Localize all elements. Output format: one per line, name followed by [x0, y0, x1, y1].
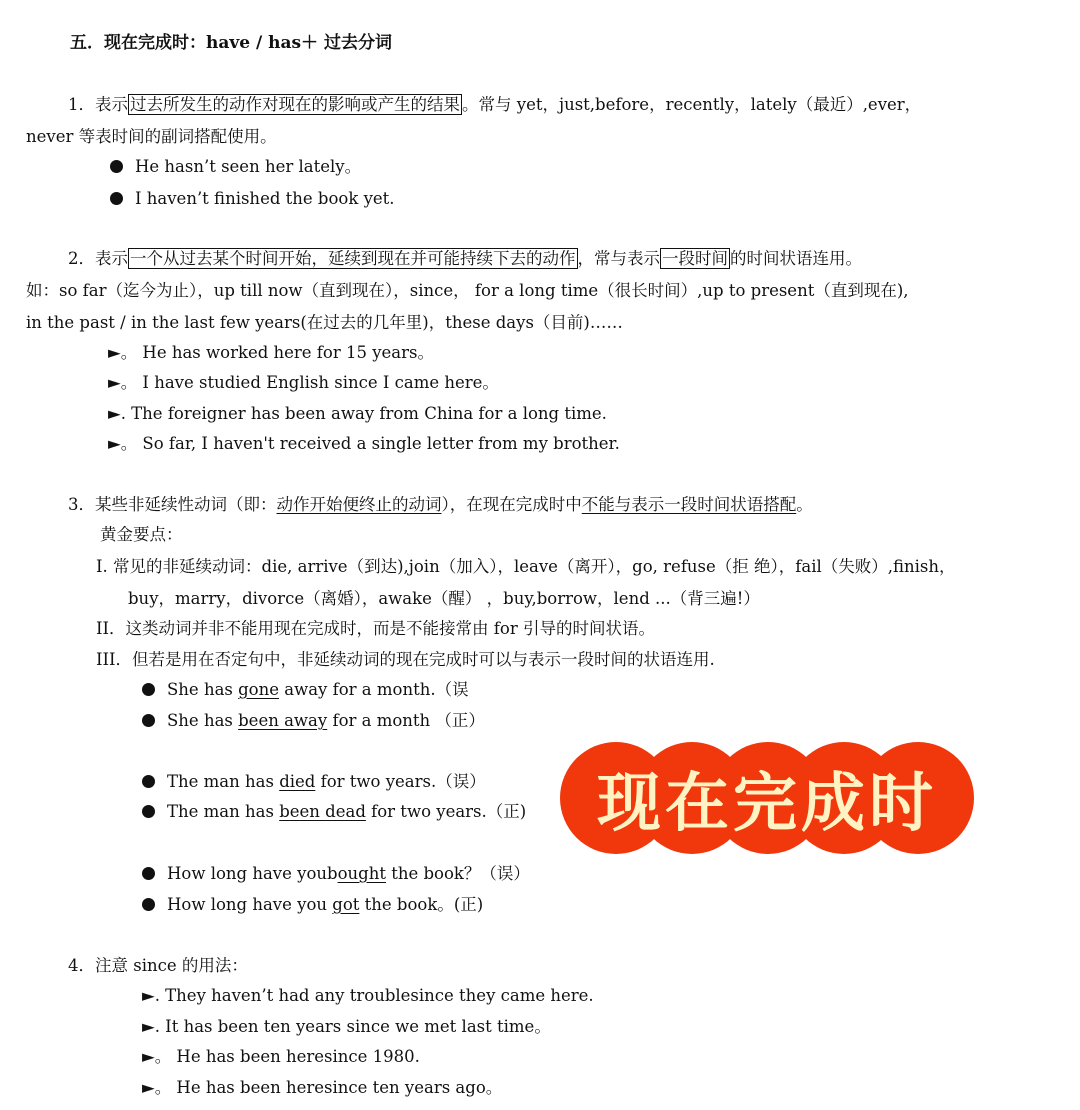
bullet-icon — [142, 898, 155, 911]
bullet-icon — [142, 775, 155, 788]
s2-example-1: ►。 He has worked here for 15 years。 — [108, 343, 435, 362]
s2-line3: in the past / in the last few years(在过去的几年里)，these days（目前)…… — [26, 313, 623, 332]
s3-example-5: How long have youbought the book？（误） — [142, 863, 530, 885]
s3-example-2: She has been away for a month （正） — [142, 710, 485, 732]
s4-title: 4．注意 since 的用法： — [68, 956, 248, 975]
s2-example-3: ►. The foreigner has been away from China for a long time. — [108, 404, 607, 423]
badge-text: 现在完成时 — [597, 767, 937, 841]
s3-example-3: The man has died for two years.（误） — [142, 771, 486, 793]
s3-example-6: How long have you got the book。(正) — [142, 894, 483, 916]
s3-gold-label: 黄金要点： — [100, 525, 183, 544]
bullet-icon — [110, 192, 123, 205]
s3-point-2: II．这类动词并非不能用现在完成时，而是不能接常由 for 引导的时间状语。 — [96, 619, 655, 638]
s1-example-2: I haven’t finished the book yet. — [110, 188, 395, 210]
title-badge — [560, 742, 974, 854]
s1-line2: never 等表时间的副词搭配使用。 — [26, 127, 277, 146]
s2-boxed-definition: 一个从过去某个时间开始，延续到现在并可能持续下去的动作 — [130, 249, 576, 268]
s3-point-1b: buy，marry，divorce（离婚），awake（醒） ，buy,borrow，lend ...（背三遍!） — [128, 589, 760, 608]
s2-example-2: ►。 I have studied English since I came here。 — [108, 373, 499, 392]
bullet-icon — [142, 867, 155, 880]
s3-point-1a: I. 常见的非延续动词：die, arrive（到达),join（加入），leave（离开），go, refuse（拒 绝），fail（失败）,finish， — [96, 557, 956, 576]
s2-example-4: ►。 So far, I haven't received a single letter from my brother. — [108, 434, 620, 453]
s1-line1 — [68, 94, 921, 116]
s1-boxed-definition: 过去所发生的动作对现在的影响或产生的结果 — [130, 95, 460, 114]
s1-prefix: 1．表示 — [68, 95, 128, 114]
bullet-icon — [142, 683, 155, 696]
section-heading: 五．现在完成时：have / has＋ 过去分词 — [70, 33, 392, 53]
s3-example-4: The man has been dead for two years.（正) — [142, 801, 526, 823]
s2-line1: 2．表示 一个从过去某个时间开始，延续到现在并可能持续下去的动作 ，常与表示 一段时间 的时间状语连用。 — [68, 249, 862, 268]
s2-boxed-duration: 一段时间 — [662, 249, 728, 268]
bullet-icon — [142, 805, 155, 818]
s2-line2: 如：so far（迄今为止），up till now（直到现在），since， for a long time（很长时间）,up to present（直到现在), — [26, 281, 909, 300]
s1-example-1: He hasn’t seen her lately。 — [110, 156, 361, 178]
s3-point-3: III．但若是用在否定句中，非延续动词的现在完成时可以与表示一段时间的状语连用. — [96, 650, 715, 669]
s4-example-3: ►。 He has been heresince 1980. — [142, 1047, 420, 1066]
s4-example-4: ►。 He has been heresince ten years ago。 — [142, 1078, 503, 1097]
s4-example-1: ►. They haven’t had any troublesince they came here. — [142, 986, 594, 1005]
s3-line1: 3．某些非延续性动词（即：动作开始便终止的动词），在现在完成时中不能与表示一段时间状语搭配。 — [68, 495, 813, 514]
s3-underlined-definition: 动作开始便终止的动词 — [276, 495, 442, 514]
bullet-icon — [142, 714, 155, 727]
s3-underlined-rule: 不能与表示一段时间状语搭配 — [581, 495, 797, 514]
s1-suffix: 。常与 yet，just,before，recently，lately（最近）,ever， — [462, 95, 922, 114]
bullet-icon — [110, 160, 123, 173]
s4-example-2: ►. It has been ten years since we met last time。 — [142, 1017, 551, 1036]
s3-example-1: She has gone away for a month.（误 — [142, 679, 469, 701]
